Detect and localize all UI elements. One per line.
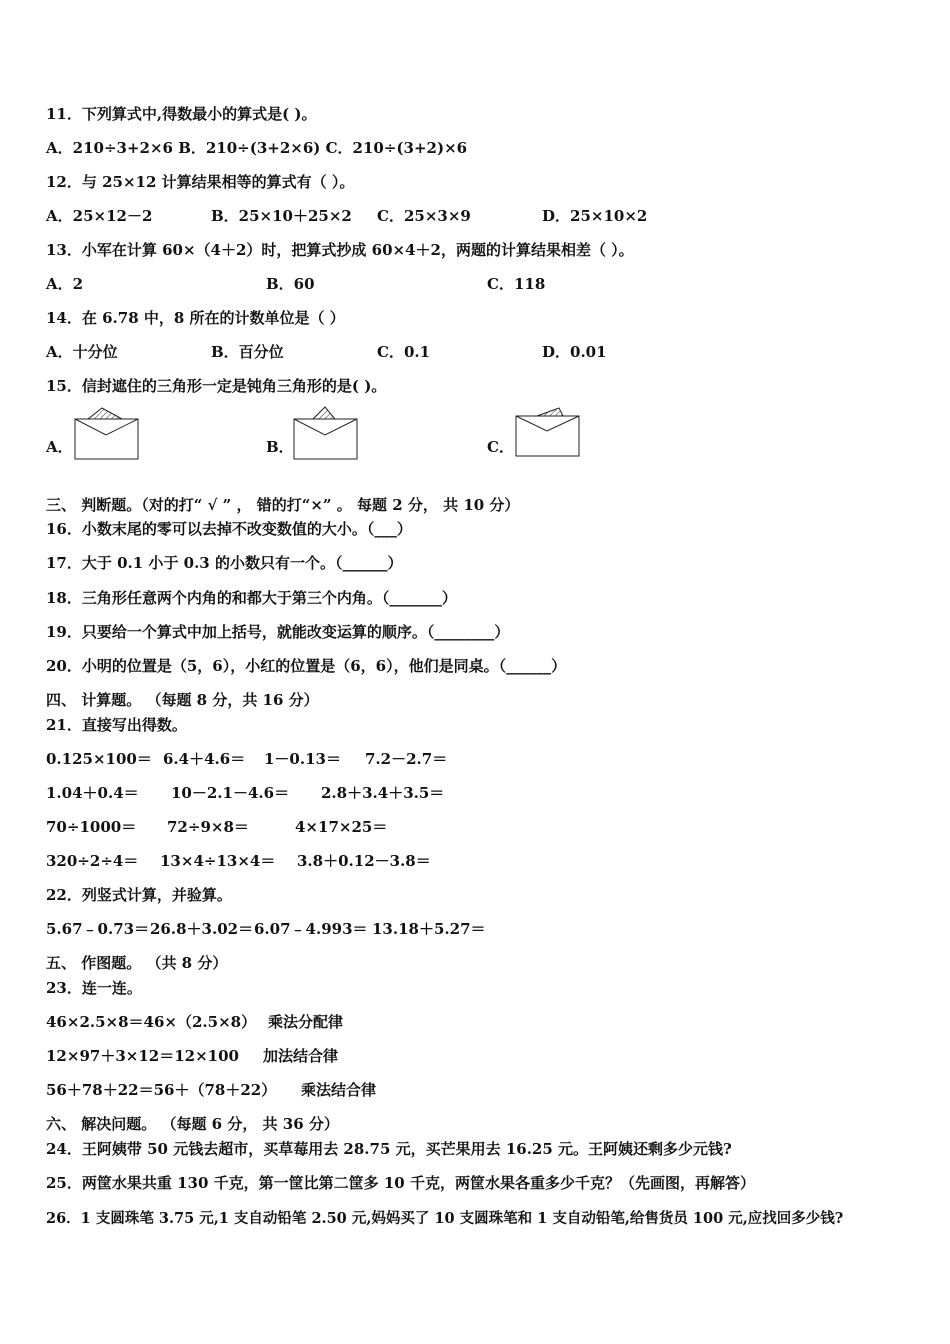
q14-option-c: C．0.1 (377, 343, 431, 361)
q22-item: 6.07﹣4.993＝ (254, 920, 368, 938)
section-4-heading: 四、 计算题。 （每题 8 分，共 16 分） (46, 691, 319, 709)
q21-item: 320÷2÷4＝ (46, 852, 139, 870)
q15-stem: 15．信封遮住的三角形一定是钝角三角形的是( )。 (46, 377, 387, 395)
q15-option-a: A． (46, 438, 73, 456)
q24: 24．王阿姨带 50 元钱去超市，买草莓用去 28.75 元，买芒果用去 16.25 元。王阿姨还剩多少元钱? (46, 1140, 732, 1158)
q21-item: 70÷1000＝ (46, 818, 137, 836)
q23-right-item: 乘法分配律 (268, 1013, 344, 1031)
q16: 16．小数末尾的零可以去掉不改变数值的大小。（___） (46, 520, 412, 538)
q18: 18．三角形任意两个内角的和都大于第三个内角。（_______） (46, 589, 457, 607)
q21-item: 4×17×25＝ (295, 818, 388, 836)
section-6-heading: 六、 解决问题。 （每题 6 分， 共 36 分） (46, 1115, 339, 1133)
q21-stem: 21．直接写出得数。 (46, 716, 187, 734)
envelope-a-figure (74, 405, 140, 461)
q23-stem: 23．连一连。 (46, 979, 142, 997)
q23-right-item: 加法结合律 (263, 1047, 339, 1065)
q23-left-item: 46×2.5×8＝46×（2.5×8） (46, 1013, 257, 1031)
q13-option-c: C．118 (487, 275, 546, 293)
q21-item: 1－0.13＝ (264, 750, 341, 768)
q13-option-a: A．2 (46, 275, 84, 293)
q21-item: 3.8＋0.12－3.8＝ (297, 852, 431, 870)
q21-item: 2.8＋3.4＋3.5＝ (321, 784, 445, 802)
q21-item: 0.125×100＝ (46, 750, 152, 768)
q12-option-c: C．25×3×9 (377, 207, 471, 225)
q13-option-b: B．60 (266, 275, 315, 293)
q21-item: 72÷9×8＝ (167, 818, 249, 836)
q22-item: 26.8＋3.02＝ (150, 920, 254, 938)
q22-stem: 22．列竖式计算，并验算。 (46, 886, 232, 904)
q21-item: 6.4＋4.6＝ (163, 750, 246, 768)
q22-item: 5.67﹣0.73＝ (46, 920, 150, 938)
q15-option-c: C． (487, 438, 514, 456)
q12-option-a: A．25×12－2 (46, 207, 153, 225)
q23-left-item: 56＋78＋22＝56＋（78＋22） (46, 1081, 277, 1099)
q25: 25．两筐水果共重 130 千克，第一筐比第二筐多 10 千克，两筐水果各重多少千克？（先画图，再解答） (46, 1174, 755, 1192)
q26: 26．1 支圆珠笔 3.75 元,1 支自动铅笔 2.50 元,妈妈买了 10 支圆珠笔和 1 支自动铅笔,给售货员 100 元,应找回多少钱? (46, 1210, 844, 1227)
q12-option-d: D．25×10×2 (542, 207, 648, 225)
q21-item: 10－2.1－4.6＝ (171, 784, 290, 802)
q17: 17．大于 0.1 小于 0.3 的小数只有一个。（______） (46, 554, 403, 572)
q22-item: 13.18＋5.27＝ (372, 920, 486, 938)
q14-option-d: D．0.01 (542, 343, 607, 361)
envelope-b-figure (293, 405, 359, 461)
q11-stem: 11．下列算式中,得数最小的算式是( )。 (46, 105, 317, 123)
q21-item: 1.04＋0.4＝ (46, 784, 139, 802)
q23-left-item: 12×97＋3×12＝12×100 (46, 1047, 239, 1065)
q21-item: 13×4÷13×4＝ (160, 852, 276, 870)
section-5-heading: 五、 作图题。 （共 8 分） (46, 954, 228, 972)
q14-stem: 14．在 6.78 中，8 所在的计数单位是（ ） (46, 309, 345, 327)
q14-option-b: B．百分位 (211, 343, 284, 361)
section-3-heading: 三、 判断题。（对的打“ √ ” ， 错的打“×” 。 每题 2 分， 共 10 分） (46, 496, 520, 514)
q12-option-b: B．25×10＋25×2 (211, 207, 352, 225)
q23-right-item: 乘法结合律 (301, 1081, 377, 1099)
q11-options: A．210÷3+2×6 B．210÷(3+2×6) C．210÷(3+2)×6 (46, 139, 468, 157)
q14-option-a: A．十分位 (46, 343, 118, 361)
q12-stem: 12．与 25×12 计算结果相等的算式有（ ）。 (46, 173, 355, 191)
q21-item: 7.2－2.7＝ (365, 750, 448, 768)
q13-stem: 13．小军在计算 60×（4＋2）时，把算式抄成 60×4＋2，两题的计算结果相差（ ）。 (46, 241, 634, 259)
q15-option-b: B． (266, 438, 294, 456)
q20: 20．小明的位置是（5，6），小红的位置是（6，6），他们是同桌。（______） (46, 657, 567, 675)
envelope-c-figure (515, 405, 581, 461)
q19: 19．只要给一个算式中加上括号，就能改变运算的顺序。（________） (46, 623, 510, 641)
